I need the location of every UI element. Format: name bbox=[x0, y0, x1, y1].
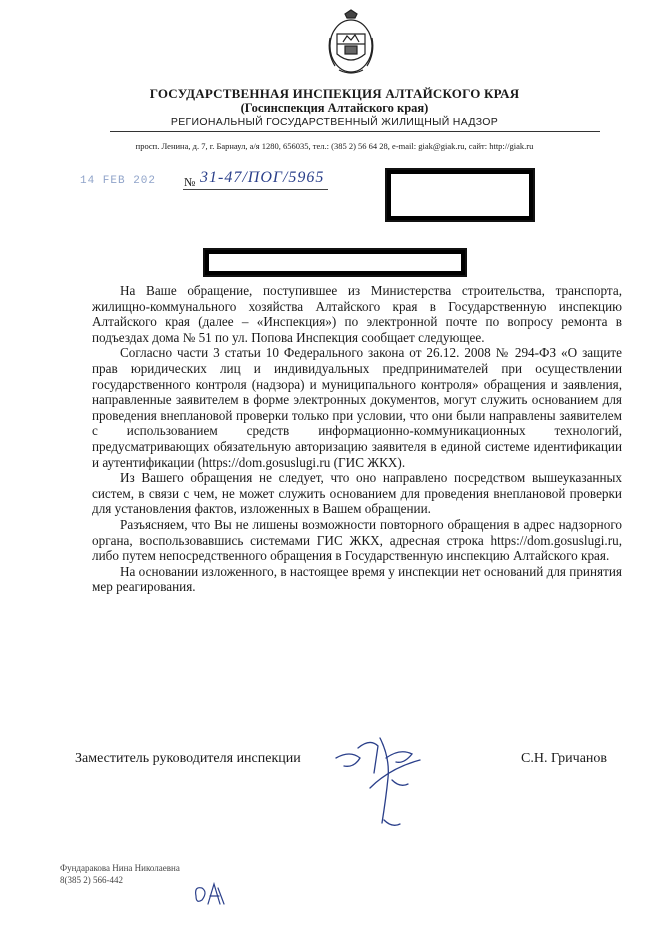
department-name: РЕГИОНАЛЬНЫЙ ГОСУДАРСТВЕННЫЙ ЖИЛИЩНЫЙ НАДЗОР bbox=[170, 116, 499, 128]
paragraph-intro: На Ваше обращение, поступившее из Министерства строительства, транспорта, жилищно-коммунального хозяйства Алтайского края в Государственную инспекцию Алтайского края (далее – «Инспекция») по электронной почте по вопросу ремонта в подъездах дома № 51 по ул. Попова Инспекция сообщает следующее. bbox=[92, 283, 622, 345]
coat-of-arms-emblem bbox=[325, 8, 377, 78]
handwritten-signature bbox=[330, 728, 460, 848]
organization-short-name: (Госинспекция Алтайского края) bbox=[240, 101, 429, 115]
registration-number: 31-47/ПОГ/5965 bbox=[200, 169, 325, 186]
redacted-recipient-block bbox=[385, 168, 535, 222]
signatory-title: Заместитель руководителя инспекции bbox=[75, 751, 301, 766]
signatory-name: С.Н. Гричанов bbox=[521, 751, 608, 766]
organization-title: ГОСУДАРСТВЕННАЯ ИНСПЕКЦИЯ АЛТАЙСКОГО КРАЯ bbox=[149, 86, 520, 101]
registration-number-label: № bbox=[184, 175, 196, 189]
paragraph-conclusion: Из Вашего обращения не следует, что оно направлено посредством вышеуказанных систем, в связи с чем, не может служить основанием для проведения внеплановой проверки для установления фактов, изложенных в Вашем обращении. bbox=[92, 470, 622, 517]
handwritten-initials bbox=[192, 880, 232, 908]
paragraph-law-reference: Согласно части 3 статьи 10 Федерального закона от 26.12. 2008 № 294-ФЗ «О защите прав юридических лиц и индивидуальных предпринимателей при осуществлении государственного контроля (надзора) и муниципального контроля» обращения и заявления, направленные заявителем в форме электронных документов, могут служить основанием для проведения внеплановой проверки только при условии, что они были направлены заявителем с использованием средств информационно-коммуникационных технологий, предусматривающих обязательную авторизацию заявителя в единой системе идентификации и аутентификации (https://dom.gosuslugi.ru (ГИС ЖКХ). bbox=[92, 345, 622, 470]
paragraph-final: На основании изложенного, в настоящее время у инспекции нет оснований для принятия мер реагирования. bbox=[92, 563, 622, 595]
header-divider bbox=[110, 131, 600, 132]
paragraph-explanation: Разъясняем, что Вы не лишены возможности повторного обращения в адрес надзорного органа, воспользовавшись системами ГИС ЖКХ, адресная строка https://dom.gosuslugi.ru, либо путем непосредственного обращения в Государственную инспекцию Алтайского края. bbox=[92, 516, 622, 564]
registration-number-underline bbox=[183, 189, 328, 190]
redacted-salutation bbox=[203, 248, 467, 277]
letter-body bbox=[92, 283, 622, 595]
executor-name: Фундаракова Нина Николаевна bbox=[60, 863, 180, 873]
organization-address: просп. Ленина, д. 7, г. Барнаул, а/я 1280, 656035, тел.: (385 2) 56 64 28, e-mail: giak@giak.ru, сайт: http://giak.ru bbox=[135, 141, 534, 151]
date-stamp: 14 FEB 202 bbox=[80, 175, 157, 187]
executor-phone: 8(385 2) 566-442 bbox=[60, 875, 123, 885]
